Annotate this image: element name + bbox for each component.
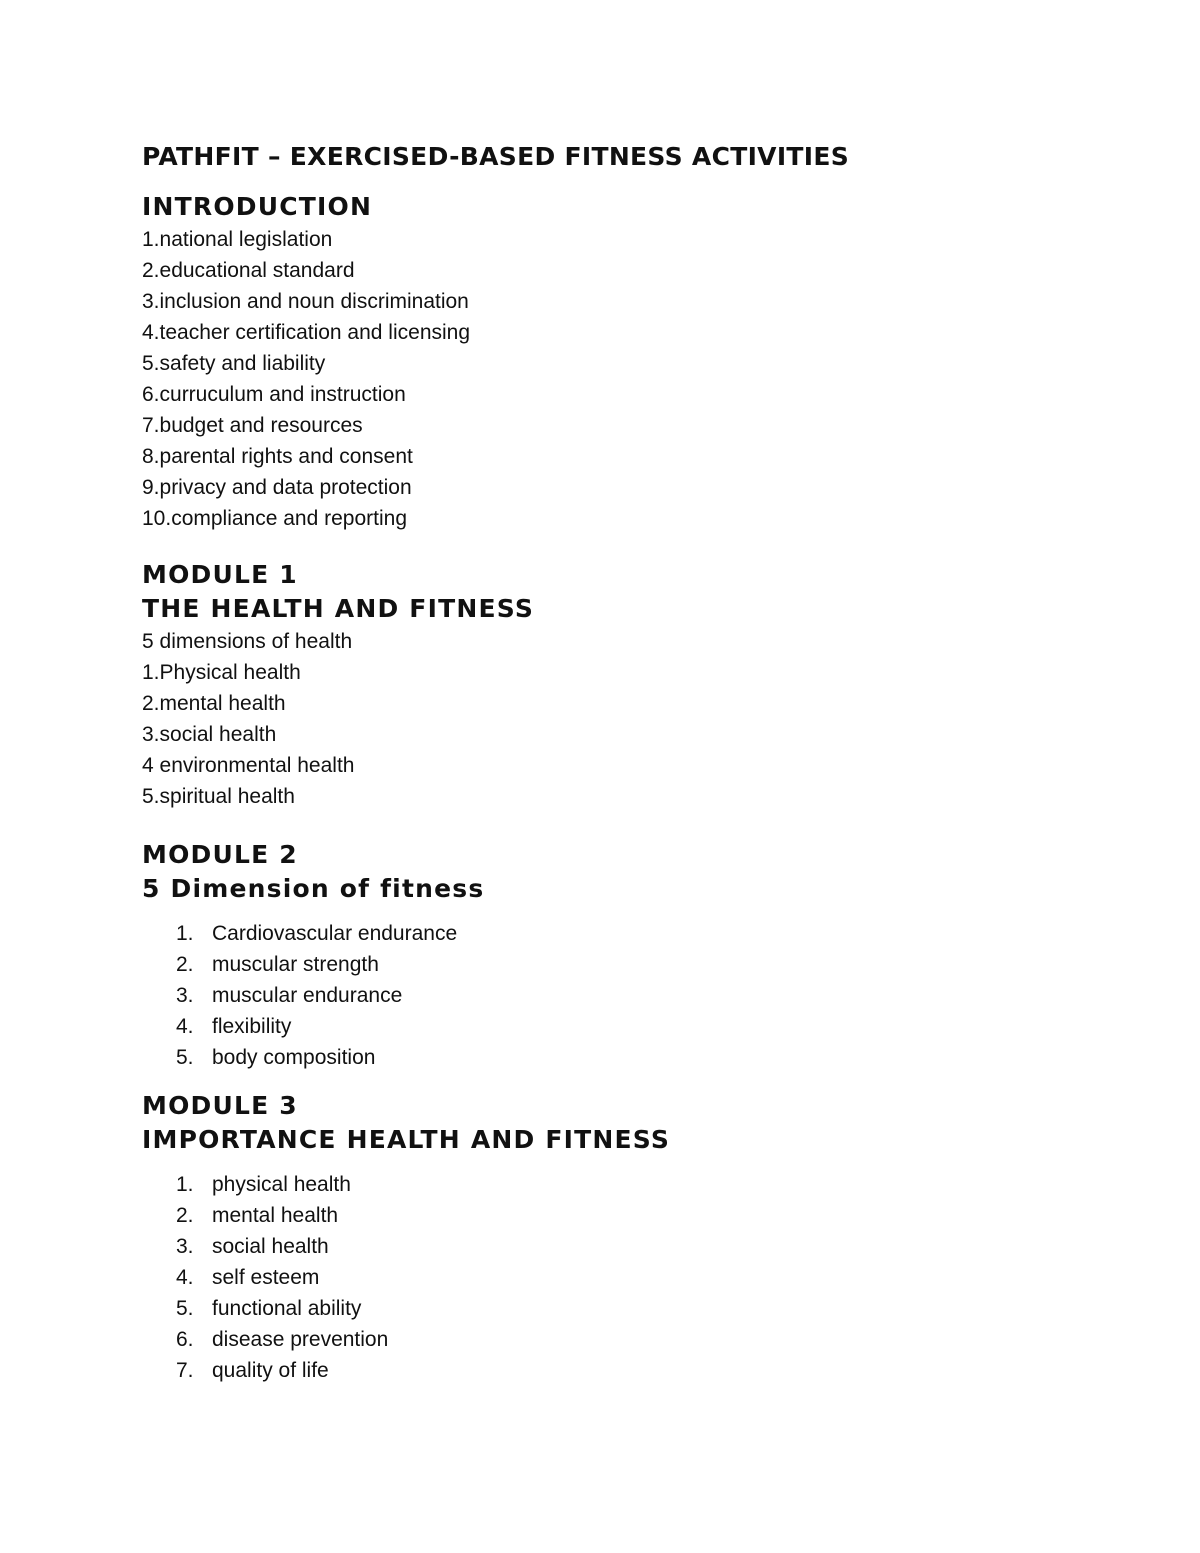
list-number: 5. [176,1297,194,1320]
module-2-list-item [142,918,1142,949]
module-1-intro: 5 dimensions of health [142,630,353,653]
module-1-item: 4 environmental health [142,754,355,777]
module-2-list-item [142,1042,1142,1073]
list-number: 1. [176,922,194,945]
list-text: flexibility [212,1015,292,1038]
introduction-heading: INTRODUCTION [142,192,373,221]
module-3-list [142,1169,1142,1386]
list-text: muscular strength [212,953,379,976]
list-text: Cardiovascular endurance [212,922,458,945]
list-number: 1. [176,1173,194,1196]
module-3-title: IMPORTANCE HEALTH AND FITNESS [142,1125,671,1154]
intro-item: 3.inclusion and noun discrimination [142,290,469,313]
intro-item: 9.privacy and data protection [142,476,412,499]
module-1-item: 3.social health [142,723,277,746]
list-number: 6. [176,1328,194,1351]
intro-item: 4.teacher certification and licensing [142,321,471,344]
intro-item: 6.curruculum and instruction [142,383,406,406]
module-1-label: MODULE 1 [142,560,298,589]
list-number: 4. [176,1266,194,1289]
module-1-section [142,558,1142,812]
module-1-item: 2.mental health [142,692,286,715]
list-text: body composition [212,1046,376,1069]
list-number: 3. [176,1235,194,1258]
module-3-list-item [142,1262,1142,1293]
module-3-section [142,1089,1142,1386]
intro-item: 10.compliance and reporting [142,507,408,530]
list-number: 5. [176,1046,194,1069]
intro-item: 2.educational standard [142,259,355,282]
module-2-list-item [142,980,1142,1011]
list-text: functional ability [212,1297,362,1320]
module-3-list-item [142,1169,1142,1200]
module-2-section [142,838,1142,1073]
list-number: 7. [176,1359,194,1382]
list-text: mental health [212,1204,339,1227]
module-3-list-item [142,1231,1142,1262]
module-2-title: 5 Dimension of fitness [142,874,485,903]
module-1-item: 5.spiritual health [142,785,295,808]
module-3-list-item [142,1293,1142,1324]
module-2-list [142,918,1142,1073]
module-3-label: MODULE 3 [142,1091,298,1120]
module-2-list-item [142,1011,1142,1042]
intro-item: 8.parental rights and consent [142,445,413,468]
list-text: self esteem [212,1266,320,1289]
module-3-list-item [142,1355,1142,1386]
list-number: 3. [176,984,194,1007]
list-text: disease prevention [212,1328,389,1351]
module-2-list-item [142,949,1142,980]
list-number: 4. [176,1015,194,1038]
module-3-list-item [142,1200,1142,1231]
list-text: muscular endurance [212,984,403,1007]
document-body [142,140,1142,1386]
list-text: quality of life [212,1359,329,1382]
module-2-label: MODULE 2 [142,840,298,869]
module-1-title: THE HEALTH AND FITNESS [142,594,535,623]
list-text: physical health [212,1173,351,1196]
list-number: 2. [176,953,194,976]
module-3-list-item [142,1324,1142,1355]
intro-item: 5.safety and liability [142,352,326,375]
introduction-section [142,190,1142,534]
intro-item: 1.national legislation [142,228,333,251]
list-number: 2. [176,1204,194,1227]
module-1-item: 1.Physical health [142,661,301,684]
list-text: social health [212,1235,329,1258]
document-title: PATHFIT – EXERCISED-BASED FITNESS ACTIVITIES [142,142,850,171]
intro-item: 7.budget and resources [142,414,363,437]
